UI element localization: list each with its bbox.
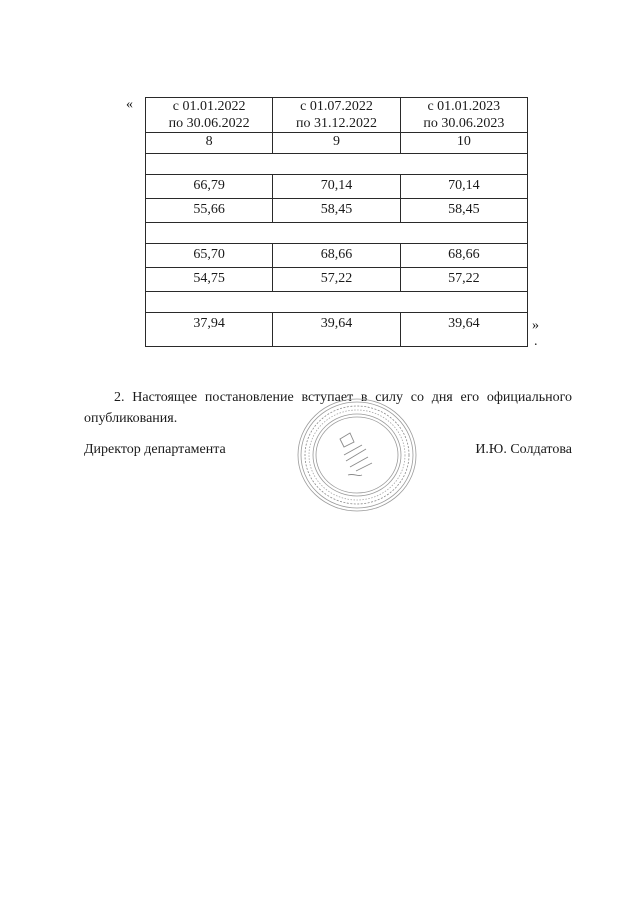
value-cell: 66,79 [146, 175, 273, 199]
value-cell: 39,64 [400, 313, 527, 347]
column-number-cell: 9 [273, 133, 400, 154]
header-period-start: с 01.01.2023 [427, 99, 501, 114]
value-cell: 54,75 [146, 268, 273, 292]
value-cell: 57,22 [400, 268, 527, 292]
table-row [146, 244, 528, 268]
header-period-start: с 01.01.2022 [172, 99, 246, 114]
empty-cell [146, 292, 528, 313]
header-period-end: по 31.12.2022 [295, 116, 377, 131]
column-number-cell: 8 [146, 133, 273, 154]
empty-row [146, 292, 528, 313]
opening-quote: « [126, 97, 133, 112]
column-number-row [146, 133, 528, 154]
value-cell: 39,64 [273, 313, 400, 347]
value-cell: 58,45 [273, 199, 400, 223]
closing-period: . [534, 334, 538, 349]
header-cell [273, 98, 400, 133]
effective-date-paragraph: 2. Настоящее постановление вступает в силу со дня его официального опубликования. [84, 390, 572, 426]
header-period-start: с 01.07.2022 [300, 99, 373, 114]
value-cell: 58,45 [400, 199, 527, 223]
empty-cell [146, 223, 528, 244]
empty-row [146, 223, 528, 244]
empty-row [146, 154, 528, 175]
table-header-row [146, 98, 528, 133]
official-seal-icon [296, 397, 418, 513]
value-cell: 55,66 [146, 199, 273, 223]
value-cell: 70,14 [400, 175, 527, 199]
tariff-table [145, 97, 528, 347]
closing-quote: » [532, 318, 539, 333]
value-cell: 68,66 [400, 244, 527, 268]
table-row [146, 175, 528, 199]
signatory-title: Директор департамента [84, 442, 226, 457]
table-row [146, 199, 528, 223]
header-period-end: по 30.06.2023 [423, 116, 505, 131]
header-period-end: по 30.06.2022 [168, 116, 250, 131]
header-cell [146, 98, 273, 133]
value-cell: 37,94 [146, 313, 273, 347]
value-cell: 70,14 [273, 175, 400, 199]
value-cell: 68,66 [273, 244, 400, 268]
value-cell: 65,70 [146, 244, 273, 268]
table-row [146, 268, 528, 292]
header-cell [400, 98, 527, 133]
column-number-cell: 10 [400, 133, 527, 154]
table-row [146, 313, 528, 347]
signatory-name: И.Ю. Солдатова [475, 442, 572, 457]
value-cell: 57,22 [273, 268, 400, 292]
empty-cell [146, 154, 528, 175]
